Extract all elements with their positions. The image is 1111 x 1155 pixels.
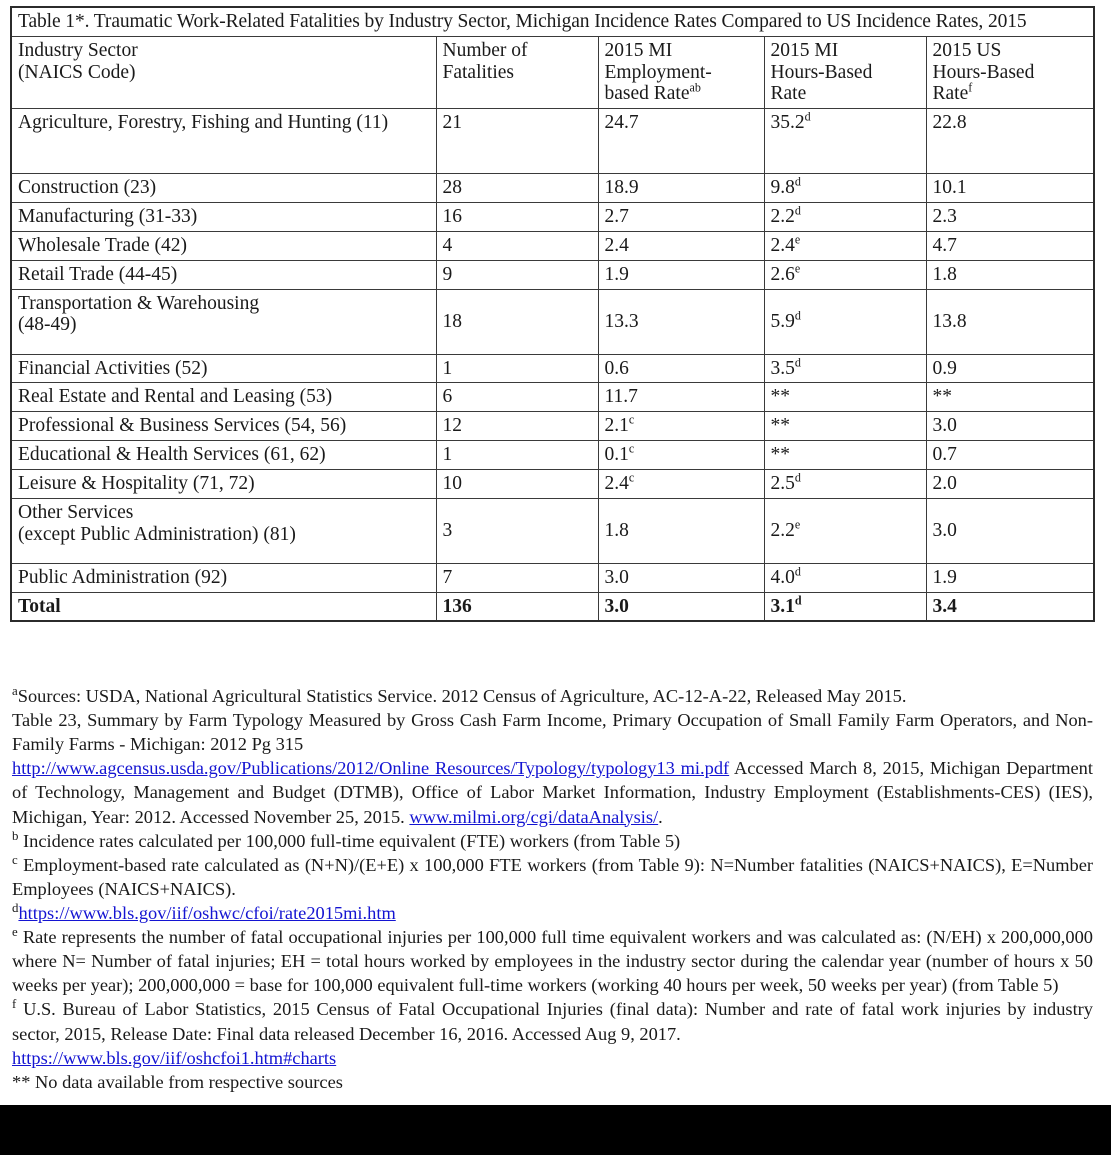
footnote-d [12, 901, 1093, 925]
fatalities-table [10, 6, 1095, 622]
cell-us-hours-rate: 0.9 [926, 354, 1094, 383]
cell-industry-sector: Financial Activities (52) [11, 354, 436, 383]
cell-industry-sector: Construction (23) [11, 174, 436, 203]
footnote-d-link[interactable]: https://www.bls.gov/iif/oshwc/cfoi/rate2015mi.htm [18, 902, 396, 923]
table-row [11, 354, 1094, 383]
footnote-marker-d: d [12, 900, 19, 915]
footnote-marker-e: e [12, 924, 18, 939]
footnote-a-line1 [12, 684, 1093, 708]
cell-us-hours-rate: ** [926, 383, 1094, 412]
value: 18.9 [604, 177, 639, 199]
table-row [11, 383, 1094, 412]
cell-mi-employment-rate [598, 441, 764, 470]
cell-number-of-fatalities: 136 [436, 592, 598, 621]
header-line-1: 2015 US [932, 39, 1002, 61]
cell-us-hours-rate: 3.4 [926, 592, 1094, 621]
cell-mi-employment-rate [598, 174, 764, 203]
cell-mi-employment-rate [598, 563, 764, 592]
footnotes-section [12, 684, 1093, 1094]
header-line-2: Fatalities [442, 61, 514, 83]
value: 11.7 [604, 386, 638, 408]
value: 0.6 [604, 357, 629, 379]
header-superscript: f [968, 80, 973, 95]
value: 2.4 [604, 472, 629, 494]
value: 3.5 [770, 357, 795, 379]
superscript: e [794, 232, 801, 247]
value: 5.9 [770, 310, 795, 332]
table-row [11, 289, 1094, 354]
cell-mi-hours-rate [764, 231, 926, 260]
cell-mi-hours-rate [764, 441, 926, 470]
value: ** [770, 444, 790, 466]
cell-number-of-fatalities: 7 [436, 563, 598, 592]
cell-us-hours-rate: 10.1 [926, 174, 1094, 203]
cell-industry-sector [11, 109, 436, 174]
cell-industry-sector [11, 289, 436, 354]
superscript: d [794, 470, 801, 485]
table-row [11, 260, 1094, 289]
cell-number-of-fatalities: 4 [436, 231, 598, 260]
header-line-2: Hours-Based [932, 61, 1035, 83]
cell-mi-hours-rate [764, 592, 926, 621]
cell-us-hours-rate: 3.0 [926, 498, 1094, 563]
header-line-3: based Rate [604, 83, 690, 105]
value: 0.1 [604, 444, 629, 466]
footnote-f-link[interactable]: https://www.bls.gov/iif/oshcfoi1.htm#charts [12, 1047, 337, 1068]
cell-industry-sector: Retail Trade (44-45) [11, 260, 436, 289]
footnote-a-link1[interactable]: http://www.agcensus.usda.gov/Publications/2012/Online Resources/Typology/typology13 mi.pdf [12, 758, 730, 779]
cell-industry-sector: Real Estate and Rental and Leasing (53) [11, 383, 436, 412]
superscript: c [628, 412, 635, 427]
value: 24.7 [604, 112, 639, 134]
sector-line-2: (except Public Administration) (81) [18, 523, 296, 545]
footnote-double-star [12, 1070, 1093, 1094]
cell-mi-hours-rate [764, 469, 926, 498]
superscript: e [794, 261, 801, 276]
table-title-row [11, 7, 1094, 36]
table-row [11, 174, 1094, 203]
cell-industry-sector: Wholesale Trade (42) [11, 231, 436, 260]
header-line-1: Number of [442, 39, 528, 61]
footnote-marker-f: f [12, 997, 17, 1012]
header-line-1: Industry Sector [18, 39, 138, 61]
cell-industry-sector [11, 498, 436, 563]
footnote-a-text4: . [658, 806, 663, 827]
footnote-a-line3 [12, 756, 1093, 828]
cell-us-hours-rate: 3.0 [926, 412, 1094, 441]
value: 4.0 [770, 566, 795, 588]
superscript: d [794, 174, 801, 189]
footnote-e [12, 925, 1093, 997]
cell-mi-employment-rate [598, 289, 764, 354]
table-container [10, 6, 1093, 622]
cell-mi-hours-rate [764, 109, 926, 174]
column-header-number-of-fatalities [436, 36, 598, 108]
header-line-3: Rate [770, 83, 807, 105]
table-row [11, 203, 1094, 232]
value: 3.0 [604, 566, 629, 588]
cell-number-of-fatalities: 9 [436, 260, 598, 289]
footnote-f-text: U.S. Bureau of Labor Statistics, 2015 Census of Fatal Occupational Injuries (final data): Number and rate of fatal work injuries by industry sector, 2015, Release Date: Final data released December 16, 2016. Accessed Aug 9, 2017. [12, 999, 1093, 1044]
superscript: d [794, 203, 801, 218]
column-header-us-hours-based-rate [926, 36, 1094, 108]
cell-us-hours-rate: 4.7 [926, 231, 1094, 260]
table-row [11, 231, 1094, 260]
cell-us-hours-rate: 1.9 [926, 563, 1094, 592]
superscript: c [628, 470, 635, 485]
value: ** [770, 386, 790, 408]
footnote-f-link-line [12, 1046, 1093, 1070]
cell-mi-hours-rate [764, 354, 926, 383]
cell-mi-hours-rate [764, 260, 926, 289]
table-title: Table 1*. Traumatic Work-Related Fatalities by Industry Sector, Michigan Incidence Rates Compared to US Incidence Rates, 2015 [11, 7, 1094, 36]
cell-mi-employment-rate [598, 231, 764, 260]
cell-mi-employment-rate [598, 260, 764, 289]
cell-mi-hours-rate [764, 563, 926, 592]
cell-us-hours-rate: 22.8 [926, 109, 1094, 174]
cell-mi-employment-rate [598, 592, 764, 621]
cell-mi-employment-rate [598, 109, 764, 174]
cell-number-of-fatalities: 28 [436, 174, 598, 203]
table-row [11, 412, 1094, 441]
value: 3.1 [770, 595, 795, 617]
value: 2.7 [604, 206, 629, 228]
table-row [11, 498, 1094, 563]
superscript: d [794, 564, 801, 579]
header-superscript: ab [689, 80, 701, 95]
superscript: c [628, 441, 635, 456]
cell-us-hours-rate: 1.8 [926, 260, 1094, 289]
cell-industry-sector: Manufacturing (31-33) [11, 203, 436, 232]
table-row [11, 441, 1094, 470]
footnote-e-text: Rate represents the number of fatal occupational injuries per 100,000 full time equivalent workers and was calculated as: (N/EH) x 200,000,000 where N= Number of fatal injuries; EH = total hours worked by employees in the industry sector during the calendar year (number of hours x 50 weeks per year); 200,000,000 = base for 100,000 equivalent full-time workers (working 40 hours per week, 50 weeks per year) (from Table 5) [12, 927, 1093, 996]
sector-line-1: Agriculture, Forestry, Fishing and Hunting [18, 112, 352, 134]
value: 1.9 [604, 263, 629, 285]
cell-number-of-fatalities: 1 [436, 441, 598, 470]
cell-industry-sector: Educational & Health Services (61, 62) [11, 441, 436, 470]
header-line-2: Employment- [604, 61, 712, 83]
footnote-a-text2: Table 23, Summary by Farm Typology Measured by Gross Cash Farm Income, Primary Occupation of Small Family Farm Operators, and Non-Family Farms - Michigan: 2012 Pg 315 [12, 710, 1093, 755]
cell-number-of-fatalities: 3 [436, 498, 598, 563]
superscript: d [794, 308, 801, 323]
table-row [11, 469, 1094, 498]
cell-number-of-fatalities: 16 [436, 203, 598, 232]
cell-industry-sector: Public Administration (92) [11, 563, 436, 592]
cell-number-of-fatalities: 18 [436, 289, 598, 354]
cell-mi-hours-rate [764, 412, 926, 441]
footnote-marker-b: b [12, 828, 19, 843]
cell-number-of-fatalities: 12 [436, 412, 598, 441]
cell-mi-employment-rate [598, 203, 764, 232]
footnote-star-text: No data available from respective sources [35, 1071, 343, 1092]
value: ** [770, 415, 790, 437]
header-line-3: Rate [932, 83, 969, 105]
value: 9.8 [770, 177, 795, 199]
value: 2.6 [770, 263, 795, 285]
value: 1.8 [604, 519, 629, 541]
cell-mi-hours-rate [764, 203, 926, 232]
footnote-a-text1: Sources: USDA, National Agricultural Statistics Service. 2012 Census of Agriculture, AC-12-A-22, Released May 2015. [17, 686, 907, 706]
cell-mi-employment-rate [598, 498, 764, 563]
cell-mi-employment-rate [598, 469, 764, 498]
footnote-a-link2[interactable]: www.milmi.org/cgi/dataAnalysis/ [409, 806, 659, 827]
column-header-industry-sector [11, 36, 436, 108]
footnote-f [12, 997, 1093, 1045]
column-header-mi-employment-based-rate [598, 36, 764, 108]
header-line-2: (NAICS Code) [18, 61, 136, 83]
footnote-a-text3: Accessed March 8, 2015, Michigan Department of Technology, Management and Budget (DTMB), Office of Labor Market Information, Industry Employment (Establishments-CES) (IES), Michigan, Year: 2012. Accessed November 25, 2015. [12, 758, 1093, 827]
sector-line-2: (11) [356, 112, 389, 134]
cell-us-hours-rate: 0.7 [926, 441, 1094, 470]
cell-number-of-fatalities: 6 [436, 383, 598, 412]
sector-line-2: (48-49) [18, 314, 77, 336]
superscript: d [794, 355, 801, 370]
value: 35.2 [770, 112, 805, 134]
cell-mi-hours-rate [764, 289, 926, 354]
footnote-marker-double-star: ** [12, 1071, 31, 1092]
header-line-2: Hours-Based [770, 61, 873, 83]
cell-mi-hours-rate [764, 498, 926, 563]
cell-number-of-fatalities: 21 [436, 109, 598, 174]
value: 13.3 [604, 310, 639, 332]
cell-mi-employment-rate [598, 383, 764, 412]
table-total-row [11, 592, 1094, 621]
sector-line-1: Other Services [18, 501, 134, 523]
cell-us-hours-rate: 2.0 [926, 469, 1094, 498]
table-row [11, 563, 1094, 592]
cell-mi-employment-rate [598, 354, 764, 383]
table-row [11, 109, 1094, 174]
superscript: d [794, 593, 802, 608]
cell-mi-hours-rate [764, 383, 926, 412]
bottom-black-band [0, 1105, 1111, 1155]
cell-number-of-fatalities: 1 [436, 354, 598, 383]
header-line-1: 2015 MI [770, 39, 839, 61]
footnote-c [12, 853, 1093, 901]
column-header-mi-hours-based-rate [764, 36, 926, 108]
footnote-marker-c: c [12, 852, 18, 867]
footnote-b [12, 829, 1093, 853]
footnote-c-text: Employment-based rate calculated as (N+N)/(E+E) x 100,000 FTE workers (from Table 9): N=Number fatalities (NAICS+NAICS), E=Number Employees (NAICS+NAICS). [12, 854, 1093, 899]
cell-industry-sector: Professional & Business Services (54, 56) [11, 412, 436, 441]
cell-mi-hours-rate [764, 174, 926, 203]
cell-industry-sector: Leisure & Hospitality (71, 72) [11, 469, 436, 498]
footnote-marker-a: a [12, 683, 18, 698]
cell-mi-employment-rate [598, 412, 764, 441]
value: 2.2 [770, 206, 795, 228]
value: 2.4 [770, 234, 795, 256]
table-header-row [11, 36, 1094, 108]
footnote-a-line2 [12, 708, 1093, 756]
value: 3.0 [604, 595, 629, 617]
value: 2.1 [604, 415, 629, 437]
value: 2.5 [770, 472, 795, 494]
footnote-b-text: Incidence rates calculated per 100,000 full-time equivalent (FTE) workers (from Table 5) [23, 830, 681, 851]
superscript: e [794, 517, 801, 532]
cell-us-hours-rate: 2.3 [926, 203, 1094, 232]
sector-line-1: Transportation & Warehousing [18, 292, 260, 314]
value: 2.2 [770, 519, 795, 541]
value: 2.4 [604, 234, 629, 256]
superscript: d [804, 109, 811, 124]
cell-us-hours-rate: 13.8 [926, 289, 1094, 354]
cell-industry-sector: Total [11, 592, 436, 621]
cell-number-of-fatalities: 10 [436, 469, 598, 498]
header-line-1: 2015 MI [604, 39, 673, 61]
